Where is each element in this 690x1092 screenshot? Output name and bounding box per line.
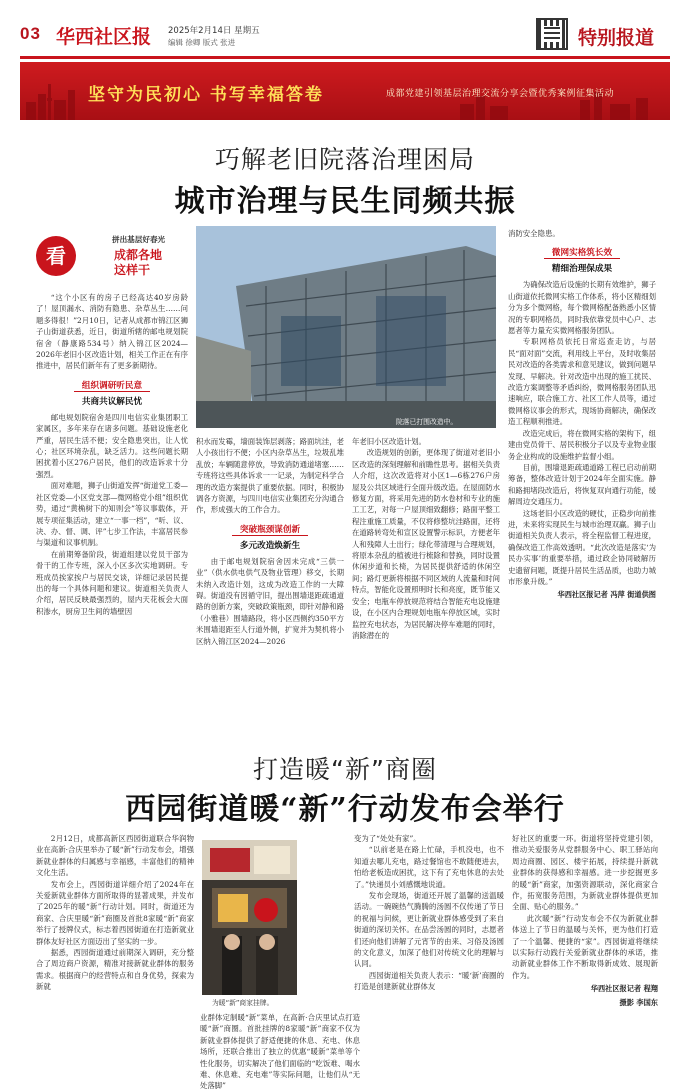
story2-column-4 [512,833,658,1043]
series-tag [36,232,186,288]
date-text: 2025年2月14日 [168,26,232,36]
shop-plaque-photo [202,840,297,995]
photo1-caption: 院落已打围改造中。 [396,418,458,426]
story2-column-3 [354,833,504,1043]
paper-name: 华西社区报 [56,26,152,48]
story2-column-2-lower [200,1012,360,1091]
story2-column-1 [36,833,194,1043]
story2-paragraph: 变为了“处处有家”。 [354,834,421,843]
shop-storefront-icon [202,840,297,995]
series-tag-title [114,248,162,278]
subhead-1-red: 组织调研听民意 [74,379,150,392]
story2-paragraph: “以前老是在路上忙碌，手机没电，也不知道去哪儿充电，路过餐馆也不敢随便进去，怕给老板造成困扰，这下有了充电休息的去处了。”快递员小刘感慨地说道。 [354,845,504,889]
construction-photo [196,226,496,428]
story1-paragraph: 邮电规划院宿舍是四川电信实业集团职工家属区，多年来存在诸多问题。基础设施老化严重，居民生活不便；安全隐患突出，让人忧心；社区环境杂乱，缺乏活力。这些问题长期困扰着小区276户居民，他们的改造诉求十分强烈。 [36,412,188,479]
story2-paragraph: 西园街道相关负责人表示：“暖‘新’商圈的打造是创建新就业群体友 [354,970,504,992]
series-tag-top: 拼出基层好春光 [112,235,166,244]
subhead-1-black: 共商共议解民忧 [81,396,143,407]
series-tag-line1: 成都各地 [114,248,163,262]
story1-column-4 [508,228,656,658]
page-number: 03 [20,24,41,43]
story2-paragraph: 发布会上，西园街道详细介绍了2024年在关爱新就业群体方面所取得的显著成果，并发布了2025年的暖“新”行动计划。同时，街道还为商家、合庆里暖“新”商圈及首批8家暖“新”商家举行了授牌仪式，标志着西园街道在打造新就业群体友好社区方面迈出了坚实的一步。 [36,879,194,946]
story2-headline: 西园街道暖“新”行动发布会举行 [125,792,565,827]
story1-credit: 华西社区报记者 冯萍 街道供图 [557,590,656,600]
story1-paragraph: 专职网格员依托日常巡查走访，与居民“面对面”交流，利用线上平台，及时收集居民对改造的各类需求和意见建议，做到问题早发现、早解决。针对改造中出现的施工扰民、改造方案调整等矛盾纠纷，微网格服务团队迅速响应，联合施工方、社区工作人员等，通过微网格议事会的形式，现场协商解决，确保改造工程顺利推进。 [508,337,656,427]
subhead-3-red: 微网实格筑长效 [544,246,620,259]
series-tag-line2: 这样干 [114,263,151,277]
story1-paragraph: 这场老旧小区改造的硬仗，正稳步向前推进，未来将实现民生与城市治理双赢。狮子山街道相关负责人表示，将全程监督工程进度，确保改造工作高效透明。“此次改造是落实‘为民办实事’的重要举措，通过政企协同破解历史遗留问题，既提升居民生活品质，也助力城市形象升级。” [508,508,656,586]
story1-paragraph: 目前，围墙退距疏通道路工程已启动前期筹备，整体改造计划于2024年全面实施。静和路拥堵段改造后，将恢复双向通行功能，缓解周边交通压力。 [508,462,656,507]
story1-paragraph: 由于邮电规划院宿舍因未完成“三供一业”（供水供电供气及物业管理）移交，长期未纳入改造计划，这成为改造工作的一大障碍。街道没有因循守旧，提出围墙退距疏通道路的创新方案，突破政策瓶颈，即针对静和路（小雅巷）围墙路段，将小区西侧约350平方米围墙退距至人行道外侧，扩宽并为契机将小区纳入锦江区2024—2026 [196,556,344,646]
story2-paragraph: 好社区的重要一环。街道将坚持党建引领，推动关爱服务从党群服务中心、职工驿站向周边商圈、园区、楼宇拓展，持续提升新就业群体的获得感和幸福感。进一步挖掘更多的暖“新”商家，加强资源联动，深化商家合作，拓宽服务范围，为新就业群体提供更加全面、贴心的服务。” [512,834,658,912]
story1-paragraph: 为确保改造后设施的长期有效维护，狮子山街道依托微网实格工作体系，将小区精细划分为多个微网格，每个微网格配备熟悉小区情况的专职网格员，同时我依靠党员中心户、志愿者等力量充实微网格服务团队。 [508,280,656,336]
section-title: 特别报道 [578,27,655,49]
story1-paragraph: 改造规划的创新，更体现了街道对老旧小区改造的深刻理解和前瞻性思考。据相关负责人介绍，这次改造将对小区1—6栋276户房屋及公共区域进行全面升级改造。在屋面防水修复方面，将采用先进的防水卷材和专业的施工工艺，对每一户屋顶细致翻修；路面平整工程注重施工质量，不仅将修整坑洼路面，还将在道路转弯处和宣区设置警示标识，方便老年人和残障人士出行；绿化带清理与合理规划，将原本杂乱的植被进行梳除和替换，同时设置休闲步道和长椅，为居民提供舒适的休闲空间；路灯更新将根据不同区域的人流量和时间特点，智能化设置照明时长和亮度，既节能又安全；电瓶车停放规范将结合智能充电设施建设，在小区内合理规划电瓶车停放区域，实时监控充电状态，为居民解决停车难题的同时，消除潜在的 [352,448,500,640]
masthead [0,0,690,60]
qr-code-icon [536,18,568,50]
story1-paragraph: 积水而发霉，墙面装饰层剥落；路面坑洼，老人小孩出行不便；小区内杂草丛生，垃圾乱堆乱放；车辆随意停放，导致消防通道堵塞……专班将这些具体诉求一一记录，为制定科学合理的改造方案提供了重要依据。同时，积极协调各方资源，与四川电信实业集团充分沟通合作，形成强大的工作合力。 [196,437,344,515]
story1-paragraph: 面对难题，狮子山街道发挥“街道党工委—社区党委—小区党支部—微网格党小组”组织优势，通过“黄桷树下的知则会”等议事载体，开展专项征集活动，建立“一事一档”，“听、议、决、办、督、调、评”七步工作法，丰富居民参与渠道和议事机制。 [36,481,188,548]
subhead-2-black: 多元改造焕新生 [239,540,301,551]
story2-kicker: 打造暖“新”商圈 [253,755,437,784]
subhead-3-black: 精细治理保成果 [551,264,613,275]
story1-subhead-2 [196,523,344,551]
story1-paragraph: 年老旧小区改造计划。 [352,437,426,446]
story1-subhead-1 [36,379,188,407]
issue-date [168,25,260,37]
story1-paragraph: 在前期筹备阶段，街道组建以党员干部为骨干的工作专班，深入小区多次实地调研。专班成员挨家挨户与居民交谈，详细记录居民提出的每一个具体问题和建议。街道相关负责人介绍，居民反映最强烈的，屋内天花板会大面积渗水，厨房卫生间的墙壁因 [36,549,188,616]
story1-kicker: 巧解老旧院落治理困局 [214,145,475,174]
campaign-banner [20,62,670,120]
story1-lede: “这个小区有的房子已经高达40岁房龄了！屋顶漏水、消防有隐患、杂草丛生……问题多得很！”2月10日，记者从成都市锦江区狮子山街道获悉，近日，街道所辖的邮电规划院宿舍（静康路534号）纳入锦江区2024—2026年老旧小区改造计划，相关工作正在有序推进中，居民们新年有了更多新期待。 [36,293,188,371]
subhead-2-red: 突破瓶颈谋创新 [232,523,308,536]
editor-line: 编辑 徐卿 版式 张进 [168,38,236,47]
series-badge: 看 [36,236,76,276]
banner-title: 坚守为民初心 书写幸福答卷 [88,85,324,105]
masthead-rule [20,56,670,59]
story2-paragraph: 此次暖“新”行动发布会不仅为新就业群体送上了节日的温暖与关怀，更为他们打造了一个温馨、便捷的“家”。西园街道将继续以实际行动践行关爱新就业群体的承诺，推动新就业群体工作不断取得新成效、展现新作为。 [512,913,658,980]
story1-paragraph: 消防安全隐患。 [508,229,560,238]
story2-paragraph: 2月12日，成都高新区西园街道联合华润物业在高新·合庆里举办了暖“新”行动发布会，增强新就业群体的归属感与幸福感，丰富他们的精神文化生活。 [36,834,194,878]
story1-paragraph: 改造完成后，将在微网实格的架构下，组建由党员骨干、居民积极分子以及专业物业服务企业构成的设施维护监督小组。 [508,428,656,461]
weekday-text: 星期五 [234,26,260,36]
story2-paragraph: 业群体定制暖“新”菜单，在高新·合庆里试点打造暖“新”商圈。首批挂牌的8家暖“新”商家不仅为新就业群体提供了舒适便捷的休息、充电、休息场所，还联合推出了独立的优惠“暖新”菜单等个性化服务，切实解决了他们面临的“吃饭难、喝水难、休息难、充电难”等实际问题，让他们从“无处落脚” [200,1013,360,1091]
banner-subtitle: 成都党建引领基层治理交流分享会暨优秀案例征集活动 [386,89,615,99]
building-scaffold-icon [196,226,496,428]
story1-subhead-3 [508,246,656,274]
story2-paragraph: 发布会现场，街道还开展了温馨的送温暖活动。一碗碗热气腾腾的汤圆不仅传递了节日的祝福与问候，更让新就业群体感受到了来自街道的深切关怀。在品尝汤圆的同时，志愿者们还向他们讲解了元宵节的由来、习俗及汤圆的文化意义，加深了他们对传统文化的理解与认同。 [354,891,504,969]
story1-headline: 城市治理与民生同频共振 [174,184,516,219]
story2-paragraph: 据悉，西园街道通过前期深入调研，充分整合了周边商户资源，精准对接新就业群体的服务需求。根据商户的经营特点和自身优势，探索为新就 [36,948,194,992]
story2-credit-reporter: 华西社区报记者 程翔 [590,984,658,994]
photo2-caption: 为暖“新”商家挂牌。 [212,999,274,1007]
story2-credit-photo: 摄影 李国东 [619,997,658,1007]
